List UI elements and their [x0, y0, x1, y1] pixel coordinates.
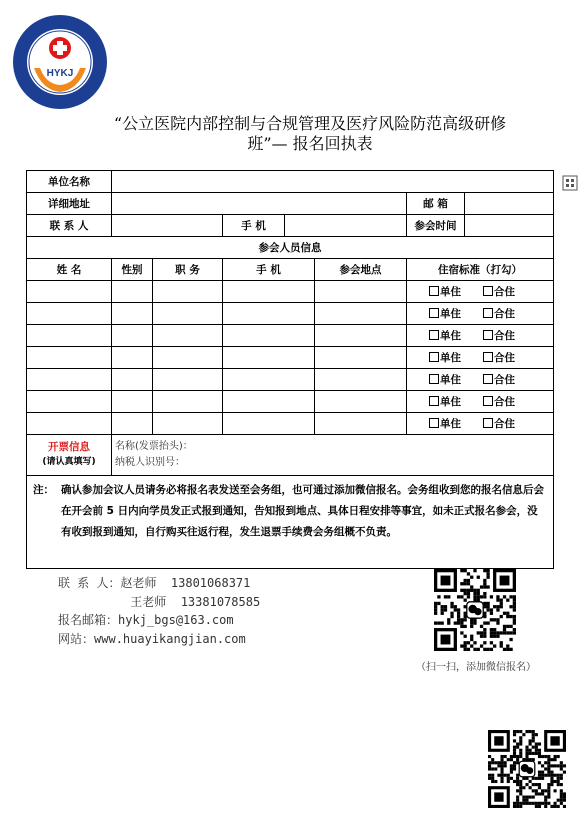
registration-form-table [26, 170, 554, 569]
mobile-cell[interactable] [223, 303, 315, 325]
column-header: 性别 [112, 259, 153, 281]
grid-icon[interactable] [562, 175, 578, 191]
column-header: 职 务 [153, 259, 223, 281]
lodging-cell [407, 303, 554, 325]
attendee-column-headers [27, 259, 554, 281]
contact-2: 王老师 13381078585 [130, 594, 261, 609]
invoice-tax-id-field[interactable]: 纳税人识别号： [115, 457, 185, 468]
mobile-cell[interactable] [223, 281, 315, 303]
organization-logo [12, 14, 108, 110]
unit-name-label: 单位名称 [27, 171, 112, 193]
position-cell[interactable] [153, 369, 223, 391]
gender-cell[interactable] [112, 303, 153, 325]
mobile-field[interactable] [285, 215, 407, 237]
location-cell[interactable] [315, 281, 407, 303]
shared-room-checkbox[interactable] [483, 330, 493, 340]
single-room-label: 单住 [440, 352, 461, 364]
single-room-label: 单住 [440, 396, 461, 408]
shared-room-label: 合住 [494, 352, 515, 364]
single-room-label: 单住 [440, 286, 461, 298]
title-line-1: “公立医院内部控制与合规管理及医疗风险防范高级研修 [113, 114, 507, 133]
lodging-cell [407, 347, 554, 369]
single-room-checkbox[interactable] [429, 286, 439, 296]
invoice-label-cell [27, 435, 112, 476]
attendee-row [27, 347, 554, 369]
location-cell[interactable] [315, 303, 407, 325]
position-cell[interactable] [153, 303, 223, 325]
single-room-label: 单住 [440, 374, 461, 386]
position-cell[interactable] [153, 325, 223, 347]
name-cell[interactable] [27, 347, 112, 369]
lodging-cell [407, 325, 554, 347]
shared-room-label: 合住 [494, 286, 515, 298]
gender-cell[interactable] [112, 369, 153, 391]
single-room-checkbox[interactable] [429, 374, 439, 384]
contact-label: 联 系 人： [58, 576, 121, 590]
shared-room-checkbox[interactable] [483, 418, 493, 428]
lodging-cell [407, 369, 554, 391]
location-cell[interactable] [315, 391, 407, 413]
single-room-checkbox[interactable] [429, 418, 439, 428]
email-address[interactable]: hykj_bgs@163.com [118, 613, 234, 627]
gender-cell[interactable] [112, 281, 153, 303]
mobile-cell[interactable] [223, 347, 315, 369]
shared-room-label: 合住 [494, 374, 515, 386]
location-cell[interactable] [315, 347, 407, 369]
single-room-label: 单住 [440, 308, 461, 320]
website-link[interactable]: www.huayikangjian.com [94, 631, 246, 646]
attendee-row [27, 281, 554, 303]
position-cell[interactable] [153, 281, 223, 303]
column-header: 住宿标准（打勾） [407, 259, 554, 281]
contact-person-label: 联 系 人 [27, 215, 112, 237]
name-cell[interactable] [27, 325, 112, 347]
page-title [40, 114, 580, 154]
attendee-row [27, 303, 554, 325]
shared-room-label: 合住 [494, 308, 515, 320]
attend-time-field[interactable] [465, 215, 554, 237]
shared-room-label: 合住 [494, 418, 515, 430]
lodging-cell [407, 391, 554, 413]
attendee-row [27, 413, 554, 435]
unit-name-field[interactable] [112, 171, 554, 193]
logo-text: HYKJ [46, 68, 74, 79]
attendee-section-header: 参会人员信息 [27, 237, 554, 259]
mobile-cell[interactable] [223, 413, 315, 435]
shared-room-checkbox[interactable] [483, 396, 493, 406]
note-label: 注： [33, 484, 54, 496]
gender-cell[interactable] [112, 391, 153, 413]
title-line-2: 班”— 报名回执表 [247, 134, 373, 153]
shared-room-checkbox[interactable] [483, 374, 493, 384]
column-header: 姓 名 [27, 259, 112, 281]
website-label: 网站： [58, 631, 95, 646]
name-cell[interactable] [27, 413, 112, 435]
single-room-checkbox[interactable] [429, 330, 439, 340]
mobile-label: 手 机 [223, 215, 285, 237]
single-room-checkbox[interactable] [429, 308, 439, 318]
mobile-cell[interactable] [223, 391, 315, 413]
lodging-cell [407, 281, 554, 303]
contact-block [58, 574, 260, 648]
shared-room-checkbox[interactable] [483, 352, 493, 362]
address-field[interactable] [112, 193, 407, 215]
attendee-row [27, 391, 554, 413]
note-text: 确认参加会议人员请务必将报名表发送至会务组，也可通过添加微信报名。会务组收到您的报名信息后会在开会前 5 日内向学员发正式报到通知，告知报到地点、具体日程安排等事宜，如未正式报名参会，没有收到报到通知，自行购买往返行程，发生退票手续费会务组概不负责。 [61, 484, 544, 538]
name-cell[interactable] [27, 303, 112, 325]
gender-cell[interactable] [112, 325, 153, 347]
gender-cell[interactable] [112, 347, 153, 369]
attendee-row [27, 369, 554, 391]
email-label: 报名邮箱： [58, 613, 119, 627]
name-cell[interactable] [27, 281, 112, 303]
location-cell[interactable] [315, 413, 407, 435]
contact-1: 赵老师 13801068371 [120, 576, 251, 590]
attendee-row [27, 325, 554, 347]
single-room-checkbox[interactable] [429, 352, 439, 362]
attend-time-label: 参会时间 [407, 215, 465, 237]
position-cell[interactable] [153, 413, 223, 435]
invoice-label: 开票信息 [48, 441, 90, 453]
wechat-qr-code-2 [488, 730, 566, 808]
gender-cell[interactable] [112, 413, 153, 435]
invoice-title-field[interactable]: 名称(发票抬头)： [115, 441, 193, 452]
shared-room-checkbox[interactable] [483, 308, 493, 318]
position-cell[interactable] [153, 347, 223, 369]
lodging-cell [407, 413, 554, 435]
single-room-label: 单住 [440, 418, 461, 430]
shared-room-checkbox[interactable] [483, 286, 493, 296]
invoice-fields[interactable] [112, 435, 554, 476]
wechat-qr-code [434, 569, 516, 651]
position-cell[interactable] [153, 391, 223, 413]
invoice-sub-label: (请认真填写) [42, 457, 96, 467]
name-cell[interactable] [27, 369, 112, 391]
single-room-checkbox[interactable] [429, 396, 439, 406]
mobile-cell[interactable] [223, 325, 315, 347]
name-cell[interactable] [27, 391, 112, 413]
location-cell[interactable] [315, 369, 407, 391]
shared-room-label: 合住 [494, 330, 515, 342]
column-header: 参会地点 [315, 259, 407, 281]
column-header: 手 机 [223, 259, 315, 281]
email-label: 邮 箱 [407, 193, 465, 215]
email-field[interactable] [465, 193, 554, 215]
contact-person-field[interactable] [112, 215, 223, 237]
note-cell [27, 476, 554, 569]
single-room-label: 单住 [440, 330, 461, 342]
location-cell[interactable] [315, 325, 407, 347]
qr-caption: （扫一扫，添加微信报名） [416, 662, 536, 673]
address-label: 详细地址 [27, 193, 112, 215]
shared-room-label: 合住 [494, 396, 515, 408]
mobile-cell[interactable] [223, 369, 315, 391]
